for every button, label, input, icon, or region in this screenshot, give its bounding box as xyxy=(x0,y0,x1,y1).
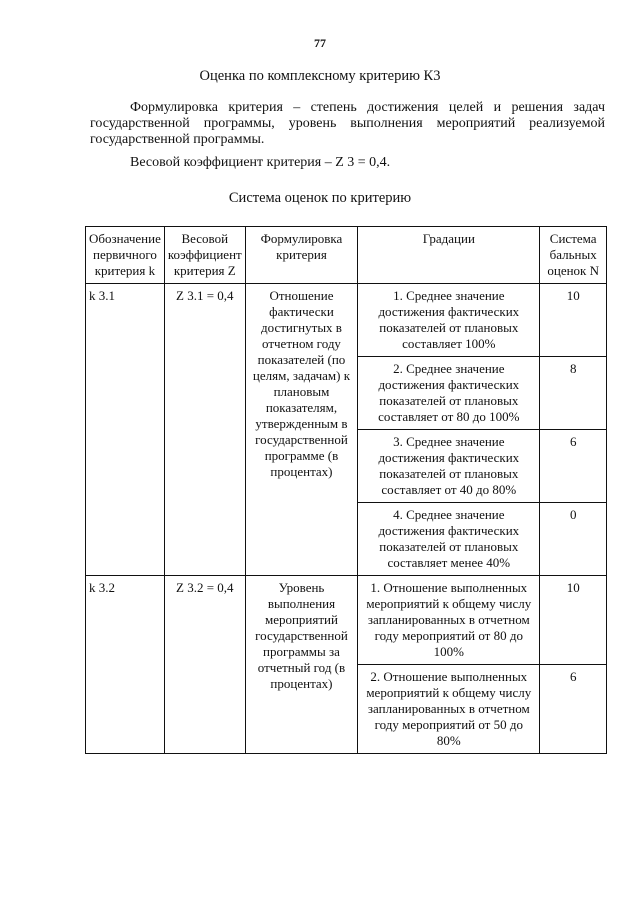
table-row xyxy=(86,576,607,665)
gradation-cell: 2. Среднее значение достижения фактических показателей от плановых составляет от 80 до 100% xyxy=(358,357,540,430)
header-formulation: Формулировка критерия xyxy=(245,227,358,284)
gradation-cell: 1. Среднее значение достижения фактических показателей от плановых составляет 100% xyxy=(358,284,540,357)
score-cell: 6 xyxy=(540,665,607,754)
page-number: 77 xyxy=(314,36,326,50)
score-cell: 10 xyxy=(540,284,607,357)
criterion-formulation: Формулировка критерия – степень достижения целей и решения задач государственной программы, уровень выполнения мероприятий реализуемой государственной программы. xyxy=(90,100,605,147)
section-heading: Оценка по комплексному критерию К3 xyxy=(199,68,441,84)
criterion-weight: Z 3.1 = 0,4 xyxy=(164,284,245,576)
gradation-cell: 2. Отношение выполненных мероприятий к общему числу запланированных в отчетном году мероприятий от 50 до 80% xyxy=(358,665,540,754)
gradation-cell: 1. Отношение выполненных мероприятий к общему числу запланированных в отчетном году мероприятий от 80 до 100% xyxy=(358,576,540,665)
header-scores: Система бальных оценок N xyxy=(540,227,607,284)
table-header-row xyxy=(86,227,607,284)
score-cell: 8 xyxy=(540,357,607,430)
gradation-cell: 3. Среднее значение достижения фактических показателей от плановых составляет от 40 до 80% xyxy=(358,430,540,503)
header-criterion-code: Обозначение первичного критерия k xyxy=(86,227,165,284)
criterion-weight: Z 3.2 = 0,4 xyxy=(164,576,245,754)
score-cell: 6 xyxy=(540,430,607,503)
scoring-table xyxy=(85,226,607,754)
header-weight: Весовой коэффициент критерия Z xyxy=(164,227,245,284)
score-cell: 10 xyxy=(540,576,607,665)
score-cell: 0 xyxy=(540,503,607,576)
criterion-formulation-cell: Отношение фактически достигнутых в отчетном году показателей (по целям, задачам) к плановым показателям, утвержденным в государственной программе (в процентах) xyxy=(245,284,358,576)
criterion-code: k 3.1 xyxy=(86,284,165,576)
table-title: Система оценок по критерию xyxy=(228,190,412,206)
table-row xyxy=(86,284,607,357)
gradation-cell: 4. Среднее значение достижения фактических показателей от плановых составляет менее 40% xyxy=(358,503,540,576)
criterion-code: k 3.2 xyxy=(86,576,165,754)
weight-coefficient: Весовой коэффициент критерия – Z 3 = 0,4. xyxy=(130,155,391,170)
criterion-formulation-cell: Уровень выполнения мероприятий государственной программы за отчетный год (в процентах) xyxy=(245,576,358,754)
header-gradations: Градации xyxy=(358,227,540,284)
